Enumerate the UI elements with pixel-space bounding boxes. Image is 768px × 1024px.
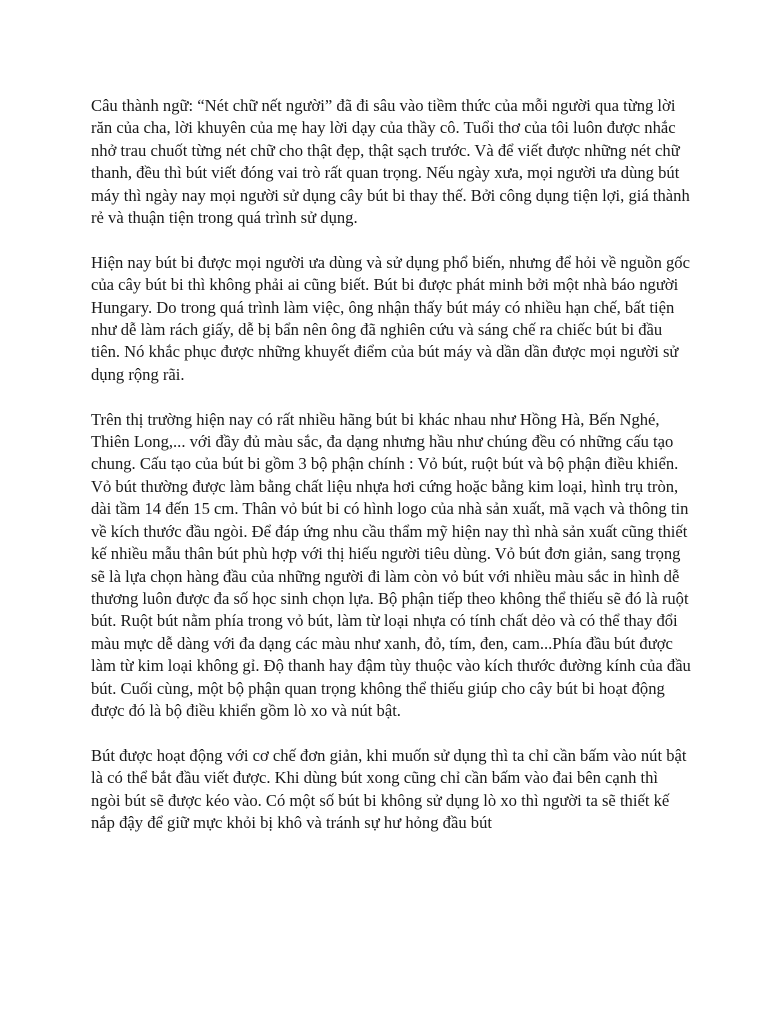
paragraph-2: Hiện nay bút bi được mọi người ưa dùng và sử dụng phổ biến, nhưng để hỏi về nguồn gốc của cây bút bi thì không phải ai cũng biết. Bút bi được phát minh bởi một nhà báo người Hungary. Do trong quá trình làm việc, ông nhận thấy bút máy có nhiều hạn chế, bất tiện như dễ làm rách giấy, dễ bị bẩn nên ông đã nghiên cứu và sáng chế ra chiếc bút bi đầu tiên. Nó khắc phục được những khuyết điểm của bút máy và dần dần được mọi người sử dụng rộng rãi. — [91, 252, 690, 384]
paragraph-1: Câu thành ngữ: “Nét chữ nết người” đã đi sâu vào tiềm thức của mỗi người qua từng lời răn của cha, lời khuyên của mẹ hay lời dạy của thầy cô. Tuổi thơ của tôi luôn được nhắc nhở trau chuốt từng nét chữ cho thật đẹp, thật sạch trước. Và để viết được những nét chữ thanh, đều thì bút viết đóng vai trò rất quan trọng. Nếu ngày xưa, mọi người ưa dùng bút máy thì ngày nay mọi người sử dụng cây bút bi thay thế. Bởi công dụng tiện lợi, giá thành rẻ và thuận tiện trong quá trình sử dụng. — [91, 96, 690, 228]
paragraph-4: Bút được hoạt động với cơ chế đơn giản, khi muốn sử dụng thì ta chỉ cần bấm vào nút bật là có thể bắt đầu viết được. Khi dùng bút xong cũng chỉ cần bấm vào đai bên cạnh thì ngòi bút sẽ được kéo vào. Có một số bút bi không sử dụng lò xo thì người ta sẽ thiết kế nắp đậy để giữ mực khỏi bị khô và tránh sự hư hỏng đầu bút — [91, 745, 687, 832]
document-body — [91, 95, 691, 857]
paragraph-3: Trên thị trường hiện nay có rất nhiều hãng bút bi khác nhau như Hồng Hà, Bến Nghé, Thiên Long,... với đầy đủ màu sắc, đa dạng nhưng hầu như chúng đều có những cấu tạo chung. Cấu tạo của bút bi gồm 3 bộ phận chính : Vỏ bút, ruột bút và bộ phận điều khiển. Vỏ bút thường được làm bằng chất liệu nhựa hơi cứng hoặc bằng kim loại, hình trụ tròn, dài tầm 14 đến 15 cm. Thân vỏ bút bi có hình logo của nhà sản xuất, mã vạch và thông tin về kích thước đầu ngòi. Để đáp ứng nhu cầu thẩm mỹ hiện nay thì nhà sản xuất cũng thiết kế nhiều mẫu thân bút phù hợp với thị hiếu người tiêu dùng. Vỏ bút đơn giản, sang trọng sẽ là lựa chọn hàng đầu của những người đi làm còn vỏ bút với nhiều màu sắc in hình dễ thương luôn được đa số học sinh chọn lựa. Bộ phận tiếp theo không thể thiếu sẽ đó là ruột bút. Ruột bút nằm phía trong vỏ bút, làm từ loại nhựa có tính chất dẻo và có thể thay đổi màu mực dễ dàng với đa dạng các màu như xanh, đỏ, tím, đen, cam...Phía đầu bút được làm từ kim loại không gỉ. Độ thanh hay đậm tùy thuộc vào kích thước đường kính của đầu bút. Cuối cùng, một bộ phận quan trọng không thể thiếu giúp cho cây bút bi hoạt động được đó là bộ điều khiển gồm lò xo và nút bật. — [91, 409, 691, 720]
